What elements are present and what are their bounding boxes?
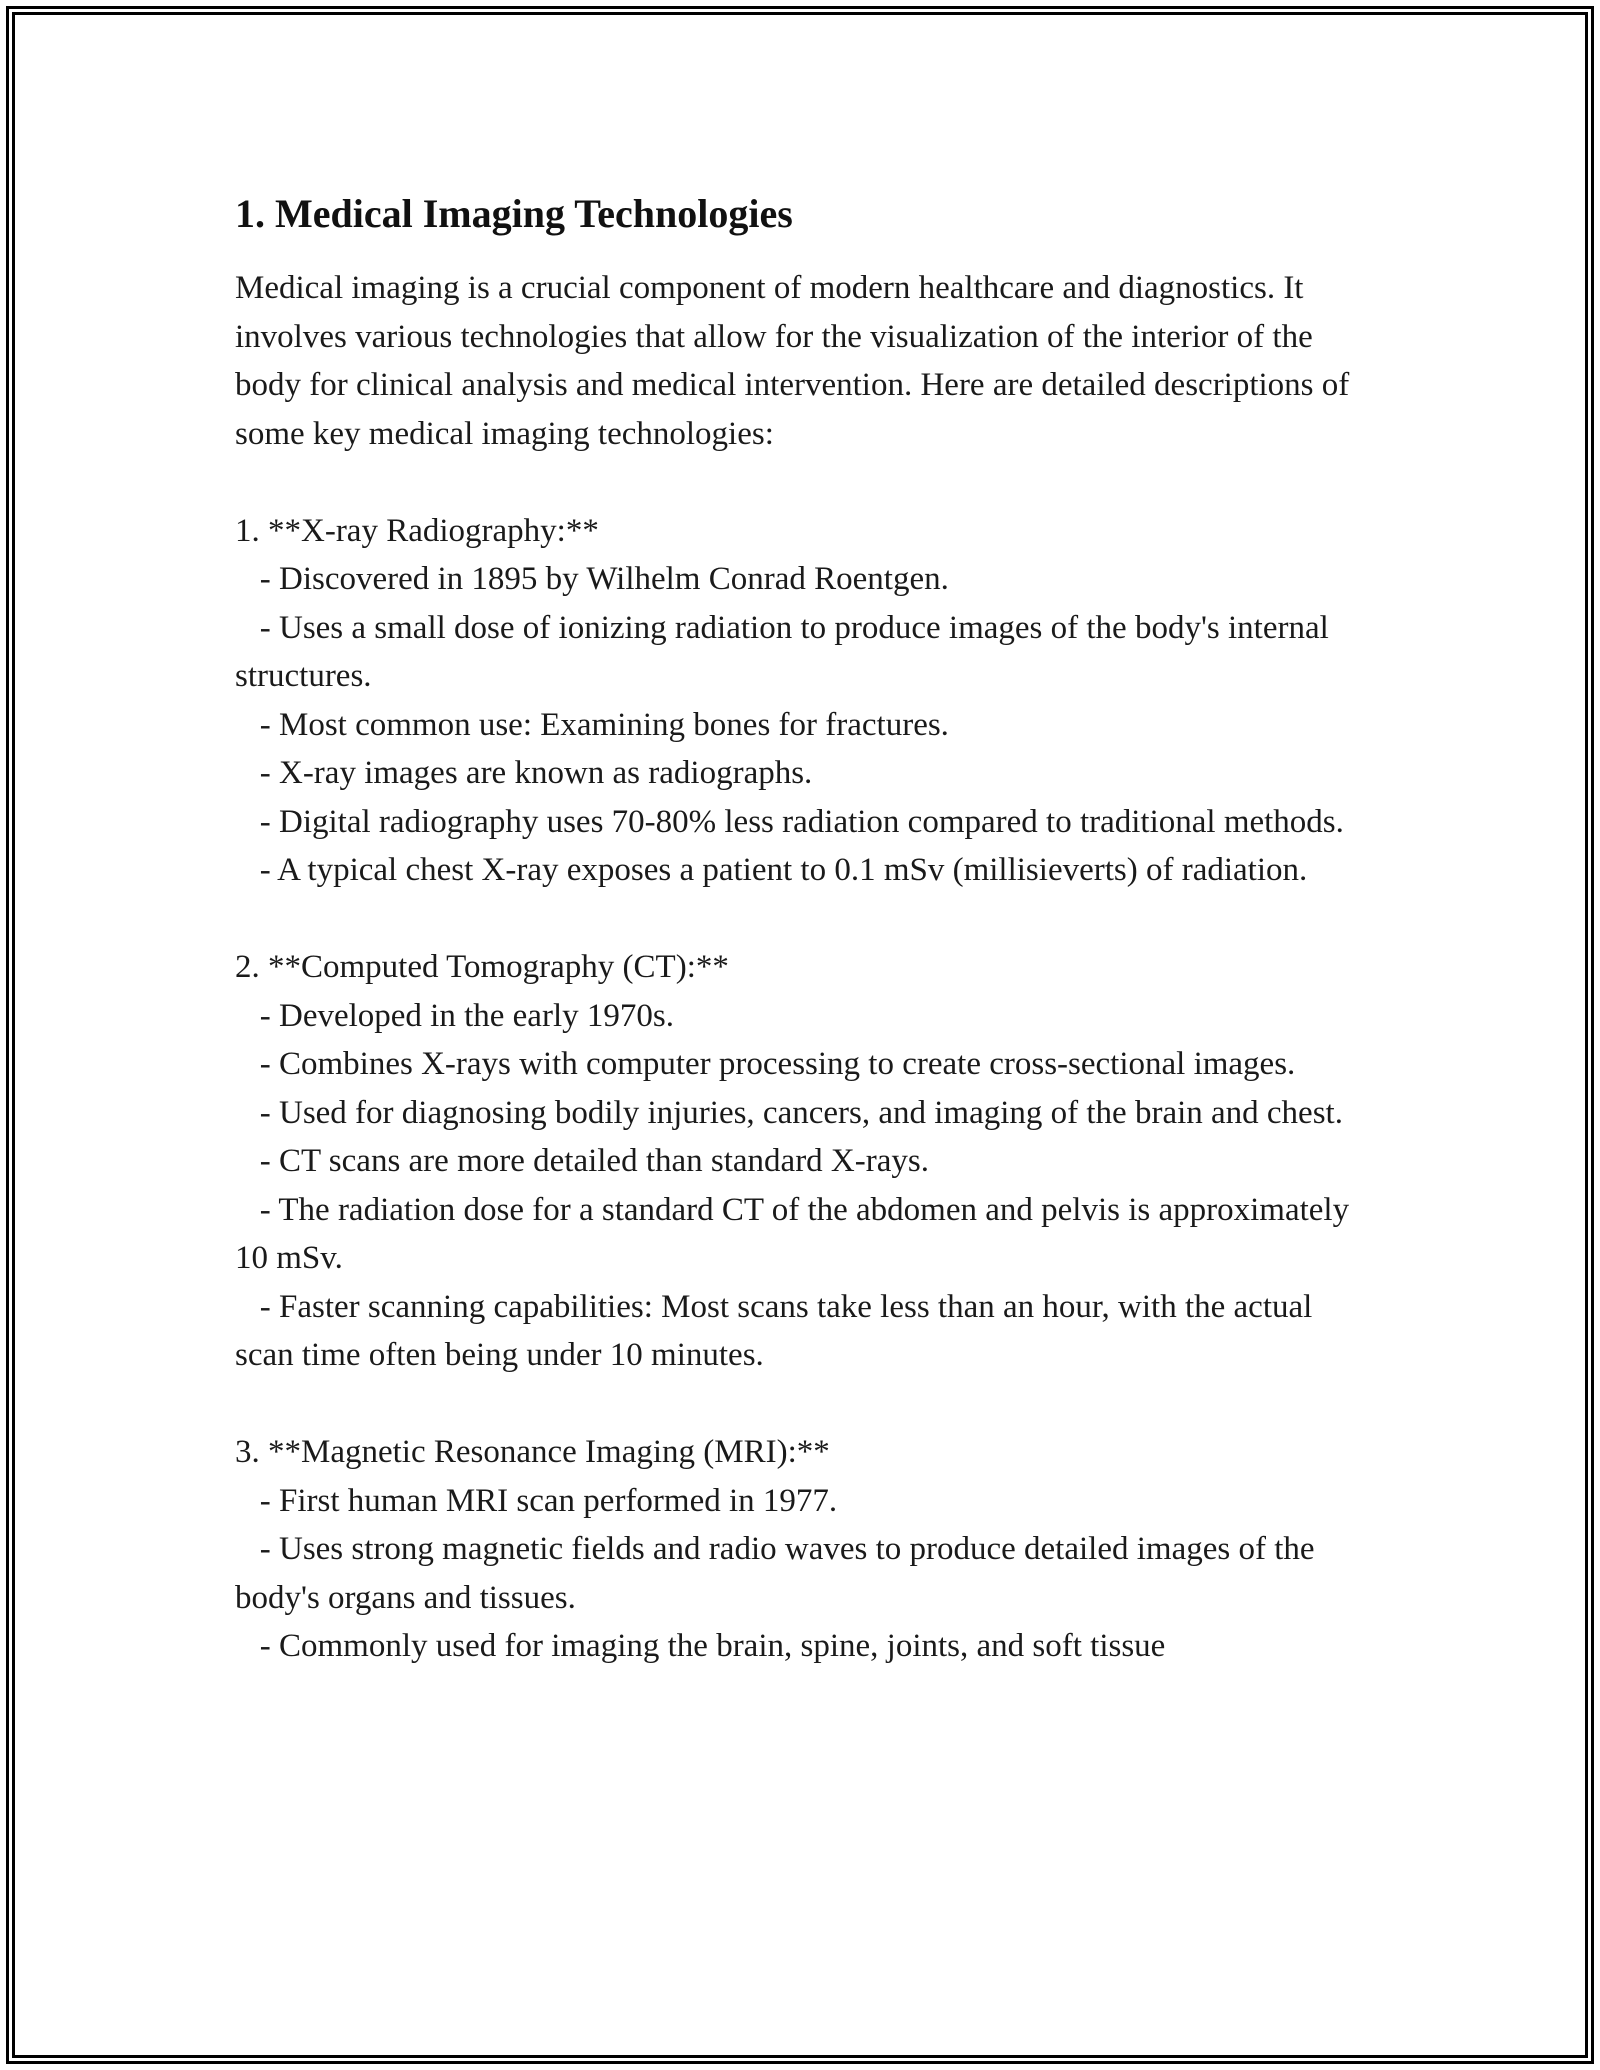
document-title: 1. Medical Imaging Technologies bbox=[235, 191, 793, 236]
document-content bbox=[235, 190, 1355, 1671]
document-body: Medical imaging is a crucial component of modern healthcare and diagnostics. It involves various technologies that allow for the visualization of the interior of the body for clinical analysis and medical intervention. Here are detailed descriptions of some key medical imaging technologies: 1. **X-ray Radiography:** - Discovered in 1895 by Wilhelm Conrad Roentgen. - Uses a small dose of ionizing radiation to produce images of the body's internal structures. - Most common use: Examining bones for fractures. - X-ray images are known as radiographs. - Digital radiography uses 70-80% less radiation compared to traditional methods. - A typical chest X-ray exposes a patient to 0.1 mSv (millisieverts) of radiation. 2. **Computed Tomography (CT):** - Developed in the early 1970s. - Combines X-rays with computer processing to create cross-sectional images. - Used for diagnosing bodily injuries, cancers, and imaging of the brain and chest. - CT scans are more detailed than standard X-rays. - The radiation dose for a standard CT of the abdomen and pelvis is approximately 10 mSv. - Faster scanning capabilities: Most scans take less than an hour, with the actual scan time often being under 10 minutes. 3. **Magnetic Resonance Imaging (MRI):** - First human MRI scan performed in 1977. - Uses strong magnetic fields and radio waves to produce detailed images of the body's organs and tissues. - Commonly used for imaging the brain, spine, joints, and soft tissue bbox=[235, 270, 1350, 1664]
